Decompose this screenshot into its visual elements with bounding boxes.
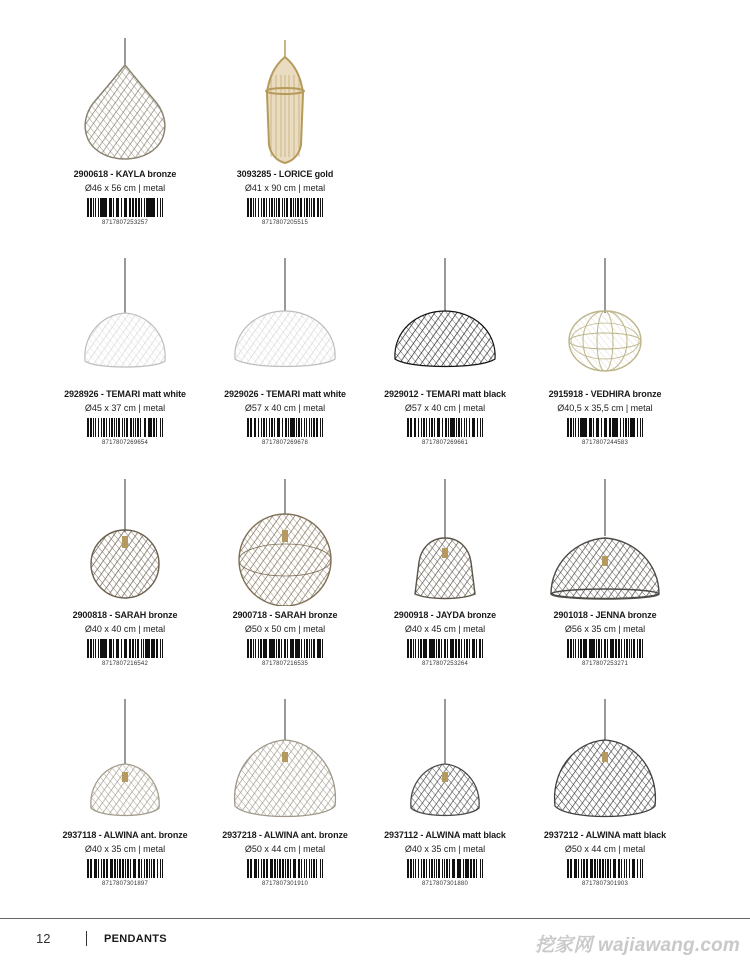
section-title: PENDANTS [104,933,167,945]
product-title: 2929026 - TEMARI matt white [224,389,346,399]
product-spec: Ø57 x 40 cm | metal [244,403,326,413]
barcode [407,639,483,658]
barcode [87,639,163,658]
watermark: 挖家网 wajiawang.com [534,935,740,956]
ean-number: 8717807301897 [102,881,148,887]
barcode [87,859,163,878]
product-card [525,255,685,465]
product-spec: Ø40 x 40 cm | metal [84,624,166,634]
product-card [205,696,365,906]
barcode [247,418,323,437]
product-title: 2915918 - VEDHIRA bronze [548,389,662,399]
sphere-wire-pendant-icon [205,476,365,606]
ean-number: 8717807216542 [102,661,148,667]
barcode [247,198,323,217]
ean-number: 8717807301880 [422,881,468,887]
product-title: 2901018 - JENNA bronze [553,610,657,620]
product-card [365,255,525,465]
sphere-wire-pendant-icon [45,476,205,606]
dome-wire-pendant-icon [45,255,205,385]
product-spec: Ø50 x 50 cm | metal [244,624,326,634]
product-card [205,35,365,245]
barcode [87,418,163,437]
mesh-dome-pendant-icon [205,696,365,826]
product-title: 2900818 - SARAH bronze [72,610,178,620]
barcode [407,859,483,878]
ean-number: 8717807269654 [102,440,148,446]
product-spec: Ø50 x 44 cm | metal [244,844,326,854]
product-card [45,476,205,686]
product-card [205,476,365,686]
product-spec: Ø40 x 45 cm | metal [404,624,486,634]
barcode [247,639,323,658]
ean-number: 8717807269678 [262,440,308,446]
product-title: 2937218 - ALWINA ant. bronze [222,830,348,840]
product-card [45,35,205,245]
product-spec: Ø56 x 35 cm | metal [564,624,646,634]
product-spec: Ø40 x 35 cm | metal [84,844,166,854]
product-card [205,255,365,465]
barcode [567,639,643,658]
product-card [365,696,525,906]
dome-wire-pendant-icon [205,255,365,385]
product-card [45,255,205,465]
ean-number: 8717807205515 [262,220,308,226]
product-spec: Ø45 x 37 cm | metal [84,403,166,413]
bell-wire-pendant-icon [365,476,525,606]
footer-divider [86,931,87,946]
ean-number: 8717807253264 [422,661,468,667]
tall-chain-pendant-icon [205,35,365,165]
mesh-dome-pendant-icon [365,696,525,826]
ean-number: 8717807269661 [422,440,468,446]
product-title: 3093285 - LORICE gold [236,169,334,179]
product-title: 2900718 - SARAH bronze [232,610,338,620]
ean-number: 8717807253271 [582,661,628,667]
ean-number: 8717807253257 [102,220,148,226]
page-number: 12 [36,931,51,946]
product-card [525,476,685,686]
product-spec: Ø50 x 44 cm | metal [564,844,646,854]
wide-dome-pendant-icon [525,476,685,606]
product-title: 2928926 - TEMARI matt white [64,389,186,399]
ean-number: 8717807301903 [582,881,628,887]
product-title: 2900618 - KAYLA bronze [73,169,177,179]
product-title: 2937112 - ALWINA matt black [384,830,506,840]
product-spec: Ø40 x 35 cm | metal [404,844,486,854]
product-card [45,696,205,906]
product-spec: Ø57 x 40 cm | metal [404,403,486,413]
product-spec: Ø46 x 56 cm | metal [84,183,166,193]
dome-wire-pendant-icon [365,255,525,385]
barcode [567,418,643,437]
product-title: 2929012 - TEMARI matt black [384,389,506,399]
ean-number: 8717807301910 [262,881,308,887]
product-card [525,696,685,906]
product-title: 2900918 - JAYDA bronze [393,610,497,620]
ean-number: 8717807244583 [582,440,628,446]
mesh-dome-pendant-icon [525,696,685,826]
globe-cage-pendant-icon [525,255,685,385]
product-title: 2937212 - ALWINA matt black [543,830,667,840]
mesh-dome-pendant-icon [45,696,205,826]
footer-rule [0,918,750,919]
product-spec: Ø41 x 90 cm | metal [244,183,326,193]
barcode [87,198,163,217]
barcode [407,418,483,437]
ean-number: 8717807216535 [262,661,308,667]
product-spec: Ø40,5 x 35,5 cm | metal [557,403,653,413]
product-card [365,476,525,686]
barcode [247,859,323,878]
pear-wire-pendant-icon [45,35,205,165]
barcode [567,859,643,878]
product-title: 2937118 - ALWINA ant. bronze [62,830,188,840]
